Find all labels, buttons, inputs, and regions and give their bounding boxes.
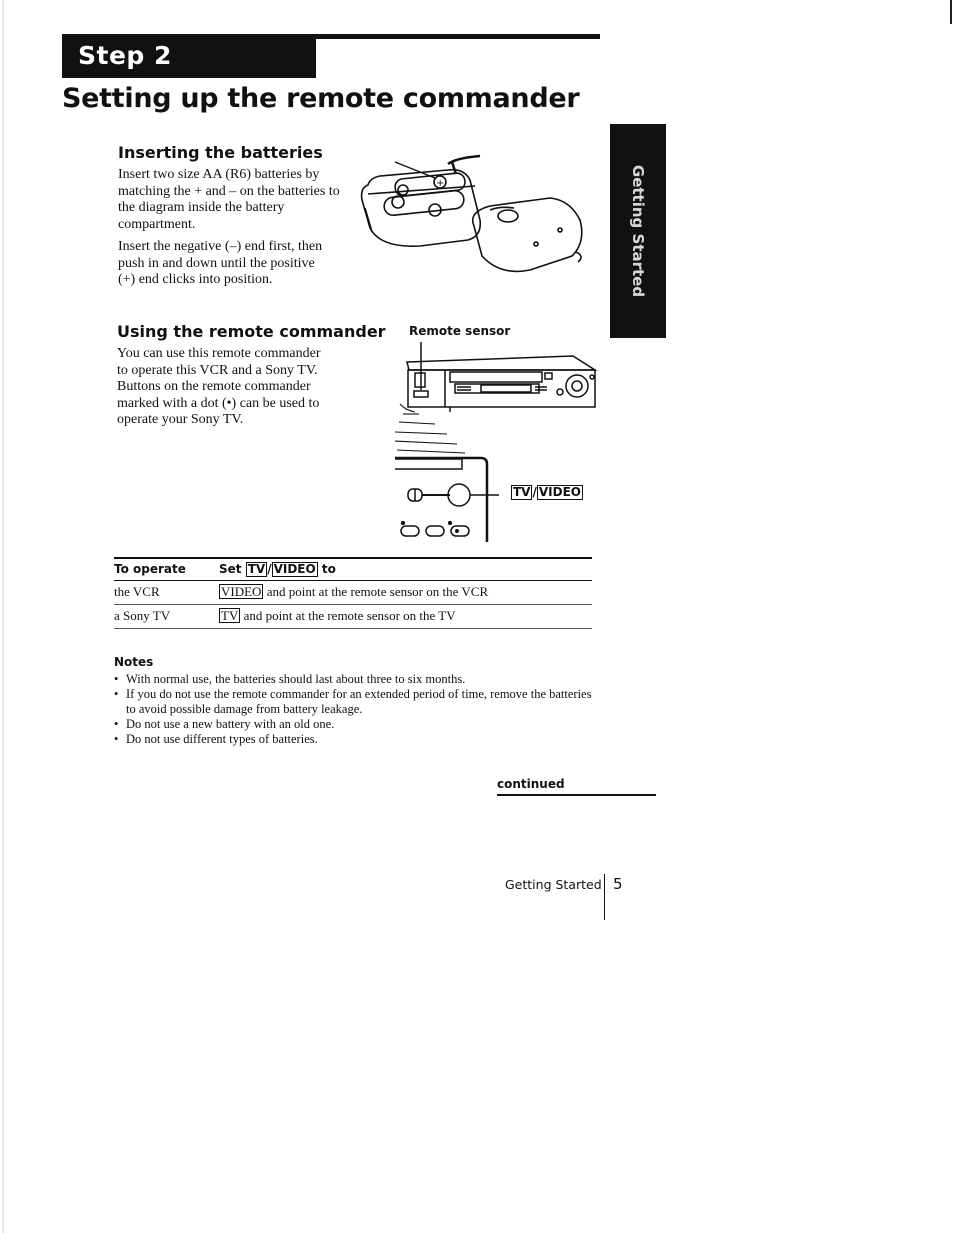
batteries-para2: Insert the negative (–) end first, then push in and down until the positive (+) end clicks into position.: [118, 239, 323, 287]
list-item: • With normal use, the batteries should last about three to six months.: [114, 672, 594, 687]
col-header-to-operate: To operate: [114, 558, 219, 580]
vcr-remote-illustration: [395, 338, 605, 548]
col-header-tv-key: TV: [247, 561, 266, 576]
svg-text:+: +: [436, 178, 445, 189]
col-header-set-pre: Set: [219, 561, 246, 576]
tv-key-label: TV: [513, 485, 531, 499]
scan-edge-left: [2, 0, 4, 1233]
list-item: • Do not use different types of batteries.: [114, 732, 594, 747]
continued-label: continued: [497, 777, 565, 791]
footer-section-name: Getting Started: [505, 877, 602, 892]
notes-title: Notes: [114, 655, 154, 669]
continued-rule: [497, 794, 656, 796]
table-cell-action: and point at the remote sensor on the TV: [240, 608, 456, 623]
table-cell-instruction: [219, 580, 592, 604]
remote-sensor-label: Remote sensor: [409, 324, 511, 338]
side-tab: [610, 124, 666, 338]
footer-separator: [604, 874, 605, 920]
table-row: [114, 580, 592, 604]
table-cell-target: a Sony TV: [114, 604, 219, 628]
list-item: • Do not use a new battery with an old one.: [114, 717, 594, 732]
table-header-row: [114, 558, 592, 580]
battery-insertion-illustration: [340, 150, 600, 290]
tv-video-button-label: [511, 485, 583, 500]
side-tab-label: Getting Started: [629, 164, 647, 298]
notes-list: [114, 672, 594, 747]
batteries-para1: Insert two size AA (R6) batteries by matching the + and – on the batteries to the diagram inside the battery compartment.: [118, 167, 340, 232]
video-key-label: VIDEO: [538, 485, 581, 499]
list-item: • If you do not use the remote commander for an extended period of time, remove the batteries to avoid possible damage from battery leakage.: [114, 687, 594, 717]
col-header-sep: /: [267, 561, 272, 576]
table-cell-instruction: [219, 604, 592, 628]
scan-edge-right: [950, 0, 952, 24]
operate-table: [114, 557, 592, 629]
step-label: Step 2: [78, 41, 172, 70]
key-separator: /: [532, 485, 537, 499]
page-number: 5: [613, 875, 623, 893]
using-para: You can use this remote commander to operate this VCR and a Sony TV. Buttons on the remote commander marked with a dot (•) can be used to operate your Sony TV.: [117, 346, 321, 427]
using-heading: Using the remote commander: [117, 322, 386, 341]
batteries-heading: Inserting the batteries: [118, 143, 323, 162]
table-cell-target: the VCR: [114, 580, 219, 604]
table-cell-action: and point at the remote sensor on the VCR: [263, 584, 489, 599]
table-cell-key: TV: [221, 608, 239, 623]
table-cell-key: VIDEO: [221, 584, 262, 599]
col-header-set: [219, 558, 592, 580]
table-row: [114, 604, 592, 628]
col-header-video-key: VIDEO: [273, 561, 316, 576]
col-header-set-post: to: [317, 561, 336, 576]
page-title: Setting up the remote commander: [62, 83, 580, 114]
